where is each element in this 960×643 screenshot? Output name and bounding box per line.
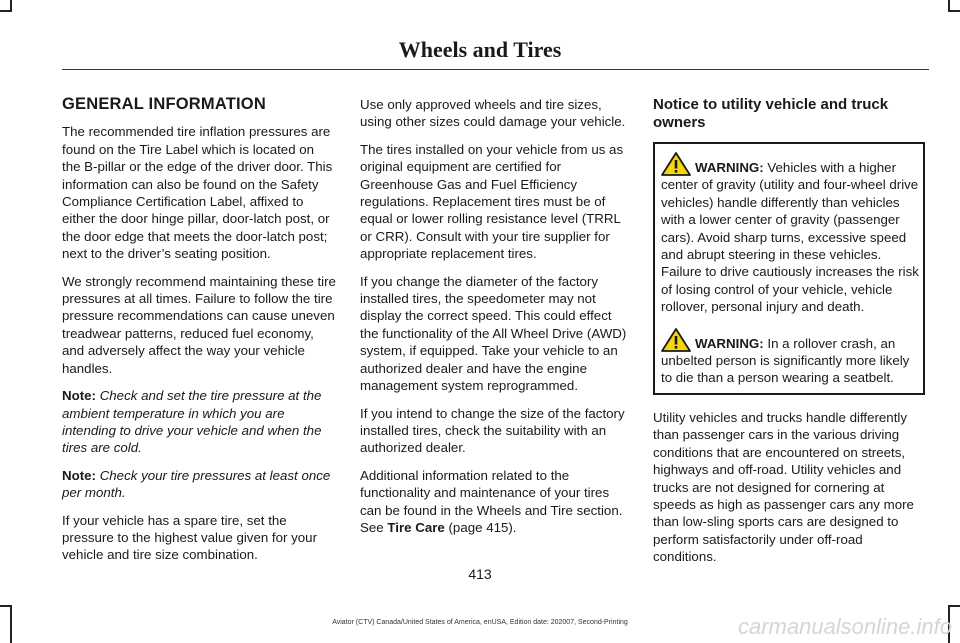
watermark: carmanualsonline.info [737,614,952,639]
warning-label: WARNING: [695,335,764,351]
warning-text: In a rollover crash, an unbelted person is significantly more likely to die than a person wearing a seatbelt. [661,335,910,386]
crop-mark [948,605,960,607]
tire-care-link[interactable]: Tire Care [387,519,445,535]
warning-box [653,142,925,395]
warning-triangle-icon [661,328,691,352]
crop-mark [0,10,12,12]
header-rule [62,69,929,70]
paragraph: If you intend to change the size of the factory installed tires, check the suitability with an authorized dealer. [360,405,625,456]
warning-label: WARNING: [695,160,764,175]
note-text: Check your tire pressures at least once per month. [62,467,331,501]
page-title: Wheels and Tires [398,37,562,62]
paragraph: If you change the diameter of the factory installed tires, the speedometer may not display the correct speed. This could effect the functionality of the All Wheel Drive (AWD) system, if equipped. Take your vehicle to an authorized dealer and have the engine management system reprogrammed. [360,273,627,394]
note-label: Note: [62,467,96,483]
warning-triangle-icon [661,152,691,176]
crop-mark [0,605,12,607]
paragraph: The recommended tire inflation pressures are found on the Tire Label which is located on the B-pillar or the edge of the driver door. This information can also be found on the Safety Compliance Certification Label, affixed to either the door hinge pillar, door-latch post, or the door edge that meets the door-latch post; next to the driver’s seating position. [62,124,333,262]
section-heading: Notice to utility vehicle and truck owners [653,96,889,131]
page-number: 413 [468,566,492,582]
crop-mark [948,10,960,12]
note [62,387,336,457]
column-3 [653,96,925,576]
warning-text: Vehicles with a higher center of gravity (utility and four-wheel drive vehicles) handle differently than vehicles with a lower center of gravity (passenger cars). Avoid sharp turns, excessive speed and abrupt steering in these vehicles. Failure to drive cautiously increases the risk of losing control of your vehicle, vehicle rollover, personal injury and death. [661,160,919,315]
paragraph: The tires installed on your vehicle from us as original equipment are certified for Greenhouse Gas and Fuel Efficiency regulations. Replacement tires must be of equal or lower rolling resistance level (TRRL or CRR). Consult with your tire supplier for appropriate replacement tires. [360,141,624,262]
note-label: Note: [62,388,96,404]
warning [661,328,919,387]
paragraph [360,467,632,537]
edition-footer: Aviator (CTV) Canada/United States of America, enUSA, Edition date: 202007, Second-Printing [332,619,628,626]
column-1 [62,96,336,574]
section-heading: GENERAL INFORMATION [62,95,266,113]
note [62,467,336,502]
paragraph: Use only approved wheels and tire sizes, using other sizes could damage your vehicle. [360,97,626,130]
paragraph: We strongly recommend maintaining these tire pressures at all times. Failure to follow the tire pressure recommendations can cause uneven treadwear patterns, reduced fuel economy, and adversely affect the way your vehicle handles. [62,273,336,376]
paragraph: If your vehicle has a spare tire, set the pressure to the highest value given for your vehicle and tire size combination. [62,512,318,563]
warning [661,152,919,316]
page-reference: (page 415). [444,519,517,535]
note-text: Check and set the tire pressure at the ambient temperature in which you are intending to drive your vehicle and when the tires are cold. [62,388,322,456]
paragraph: Utility vehicles and trucks handle differently than passenger cars in the various driving conditions that are encountered on streets, highways and off-road. Utility vehicles and trucks are not designed for cornering at speeds as high as passenger cars any more than low-sling sports cars are designed to perform satisfactorily under off-road conditions. [653,409,914,565]
paragraph-text: Additional information related to the functionality and maintenance of your tires can be found in the Wheels and Tire section. See [360,467,623,535]
column-2 [360,96,632,546]
